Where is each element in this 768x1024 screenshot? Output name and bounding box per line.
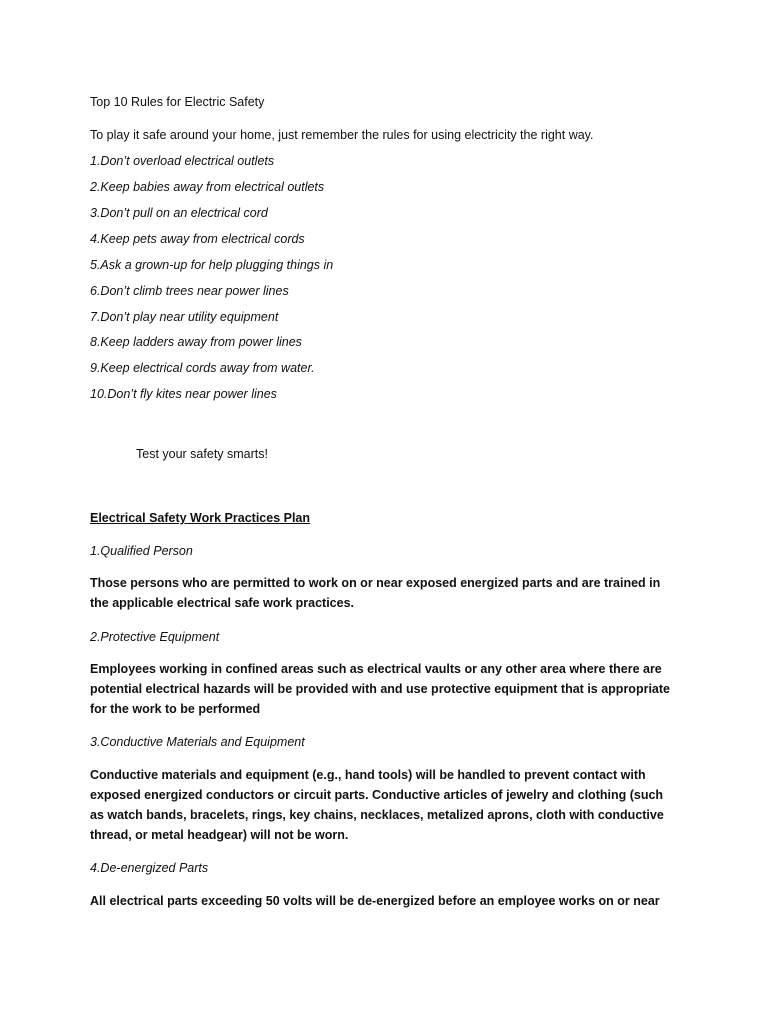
section-heading: 2.Protective Equipment xyxy=(90,630,220,644)
section-body: Conductive materials and equipment (e.g., hand tools) will be handled to prevent contact with exposed energized conductors or circuit parts. Conductive articles of jewelry and clothing (such as watch bands, bracelets, rings, key chains, necklaces, metalized aprons, cloth with conductive thread, or metal headgear) will not be worn. xyxy=(90,768,664,842)
plan-title: Electrical Safety Work Practices Plan xyxy=(90,511,311,525)
rule-item: 8.Keep ladders away from power lines xyxy=(90,335,302,349)
rule-item: 6.Don’t climb trees near power lines xyxy=(90,284,289,298)
rule-item: 3.Don’t pull on an electrical cord xyxy=(90,206,268,220)
section-body: Employees working in confined areas such as electrical vaults or any other area where there are potential electrical hazards will be provided with and use protective equipment that is appropriate for the work to be performed xyxy=(90,662,670,716)
rule-item: 5.Ask a grown-up for help plugging things in xyxy=(90,258,334,272)
rule-item: 4.Keep pets away from electrical cords xyxy=(90,232,305,246)
section-body: Those persons who are permitted to work on or near exposed energized parts and are trained in the applicable electrical safe work practices. xyxy=(90,576,661,610)
rule-item: 1.Don’t overload electrical outlets xyxy=(90,154,275,168)
test-safety-text: Test your safety smarts! xyxy=(136,447,268,461)
section-heading: 3.Conductive Materials and Equipment xyxy=(90,735,305,749)
section-heading: 4.De-energized Parts xyxy=(90,861,209,875)
intro-text: To play it safe around your home, just remember the rules for using electricity the right way. xyxy=(90,128,594,142)
rule-item: 7.Don’t play near utility equipment xyxy=(90,310,279,324)
section-body: All electrical parts exceeding 50 volts will be de-energized before an employee works on or near xyxy=(90,894,660,908)
rule-item: 2.Keep babies away from electrical outlets xyxy=(90,180,325,194)
rule-item: 10.Don’t fly kites near power lines xyxy=(90,387,277,401)
document-title: Top 10 Rules for Electric Safety xyxy=(90,95,265,109)
section-heading: 1.Qualified Person xyxy=(90,544,193,558)
rule-item: 9.Keep electrical cords away from water. xyxy=(90,361,315,375)
